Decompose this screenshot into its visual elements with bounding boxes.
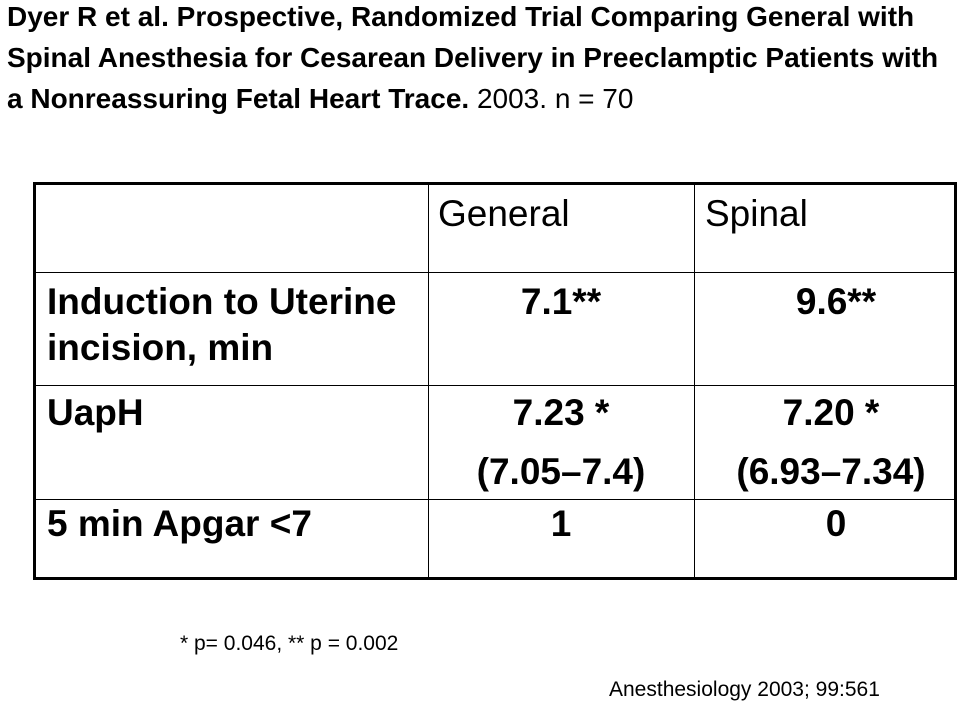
citation: Anesthesiology 2003; 99:561 (609, 678, 880, 701)
cell-general: 1 (550, 503, 572, 544)
row-label: UapH (47, 392, 144, 433)
row-divider (36, 499, 954, 500)
cell-general: 7.1** (520, 281, 602, 322)
row-divider (36, 385, 954, 386)
slide-title (7, 0, 947, 119)
row-divider (36, 272, 954, 273)
cell-general-range: (7.05–7.4) (476, 451, 646, 492)
footnote: * p= 0.046, ** p = 0.002 (180, 632, 399, 655)
cell-spinal: 9.6** (795, 281, 877, 322)
title-period: . (461, 83, 470, 114)
row-label: 5 min Apgar <7 (47, 503, 312, 544)
row-label: incision, min (47, 327, 274, 368)
cell-general: 7.23 * (512, 392, 610, 433)
cell-spinal-range: (6.93–7.34) (736, 451, 926, 492)
column-divider (428, 185, 429, 577)
cell-spinal: 7.20 * (782, 392, 880, 433)
column-header-general: General (438, 193, 570, 234)
row-label: Induction to Uterine (47, 281, 397, 322)
title-authors: Dyer R et al. (7, 1, 169, 32)
title-year-n: 2003. n = 70 (469, 83, 634, 114)
cell-spinal: 0 (825, 503, 847, 544)
column-header-spinal: Spinal (705, 193, 808, 234)
column-divider (694, 185, 695, 577)
results-table (33, 182, 957, 580)
title-text: Prospective, Randomized Trial Comparing General with Spinal Anesthesia for Cesarean Delivery in Preeclamptic Patients with a Nonreassuring Fetal Heart Trace (7, 1, 939, 114)
